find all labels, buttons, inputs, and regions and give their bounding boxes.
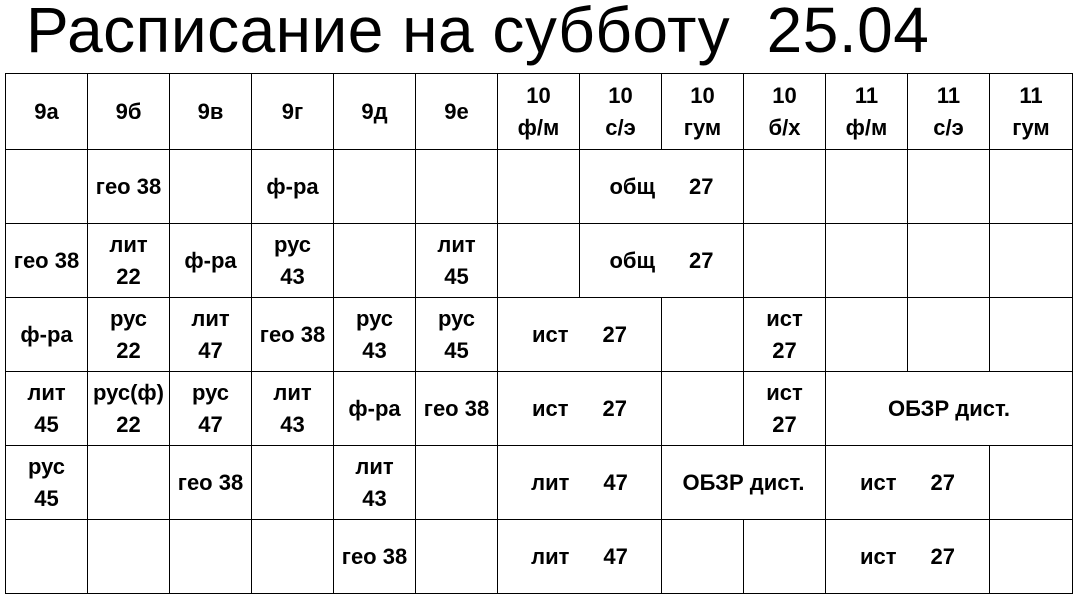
lesson-cell	[826, 298, 908, 372]
lesson-cell: лит 43	[252, 372, 334, 446]
lesson-cell: рус 43	[334, 298, 416, 372]
lesson-cell	[498, 150, 580, 224]
header-cell: 9г	[252, 74, 334, 150]
header-cell: 11 с/э	[908, 74, 990, 150]
table-row	[6, 520, 1073, 594]
header-cell: 9е	[416, 74, 498, 150]
lesson-cell	[170, 150, 252, 224]
lesson-cell	[88, 446, 170, 520]
lesson-cell: гео 38	[252, 298, 334, 372]
lesson-cell: ф-ра	[252, 150, 334, 224]
table-row	[6, 224, 1073, 298]
header-cell: 9б	[88, 74, 170, 150]
lesson-cell: ОБЗР дист.	[662, 446, 826, 520]
lesson-cell	[252, 446, 334, 520]
lesson-cell	[908, 224, 990, 298]
lesson-cell	[334, 150, 416, 224]
header-cell: 10 гум	[662, 74, 744, 150]
table-row	[6, 298, 1073, 372]
schedule-table	[5, 73, 1073, 594]
lesson-cell	[744, 224, 826, 298]
lesson-cell	[744, 150, 826, 224]
header-cell: 10 ф/м	[498, 74, 580, 150]
header-cell: 10 б/х	[744, 74, 826, 150]
header-cell: 9а	[6, 74, 88, 150]
table-row	[6, 446, 1073, 520]
lesson-cell: гео 38	[416, 372, 498, 446]
header-cell: 11 гум	[990, 74, 1073, 150]
lesson-cell: рус 22	[88, 298, 170, 372]
lesson-cell: гео 38	[170, 446, 252, 520]
lesson-cell	[6, 150, 88, 224]
header-cell: 9д	[334, 74, 416, 150]
lesson-cell: лит 45	[416, 224, 498, 298]
lesson-cell: общ 27	[580, 224, 744, 298]
table-row	[6, 372, 1073, 446]
lesson-cell	[990, 520, 1073, 594]
header-row	[6, 74, 1073, 150]
lesson-cell	[498, 224, 580, 298]
lesson-cell	[416, 446, 498, 520]
header-cell: 9в	[170, 74, 252, 150]
table-row	[6, 150, 1073, 224]
lesson-cell: ист 27	[826, 520, 990, 594]
lesson-cell: гео 38	[6, 224, 88, 298]
lesson-cell	[252, 520, 334, 594]
lesson-cell	[990, 150, 1073, 224]
lesson-cell	[908, 298, 990, 372]
header-cell: 10 с/э	[580, 74, 662, 150]
lesson-cell	[990, 298, 1073, 372]
lesson-cell: ф-ра	[334, 372, 416, 446]
lesson-cell	[6, 520, 88, 594]
lesson-cell	[416, 520, 498, 594]
lesson-cell: лит 47	[498, 446, 662, 520]
lesson-cell	[990, 224, 1073, 298]
lesson-cell	[416, 150, 498, 224]
lesson-cell	[908, 150, 990, 224]
lesson-cell: рус(ф) 22	[88, 372, 170, 446]
lesson-cell: ОБЗР дист.	[826, 372, 1073, 446]
lesson-cell: ист 27	[744, 372, 826, 446]
lesson-cell	[744, 520, 826, 594]
lesson-cell: рус 45	[416, 298, 498, 372]
lesson-cell: лит 47	[170, 298, 252, 372]
lesson-cell	[662, 520, 744, 594]
lesson-cell	[826, 150, 908, 224]
lesson-cell	[88, 520, 170, 594]
lesson-cell: рус 43	[252, 224, 334, 298]
lesson-cell: общ 27	[580, 150, 744, 224]
lesson-cell: лит 43	[334, 446, 416, 520]
lesson-cell: рус 47	[170, 372, 252, 446]
lesson-cell	[334, 224, 416, 298]
lesson-cell: гео 38	[334, 520, 416, 594]
lesson-cell: лит 22	[88, 224, 170, 298]
lesson-cell	[990, 446, 1073, 520]
page-title: Расписание на субботу 25.04	[26, 0, 930, 66]
lesson-cell	[826, 224, 908, 298]
lesson-cell	[662, 298, 744, 372]
lesson-cell	[662, 372, 744, 446]
header-cell: 11 ф/м	[826, 74, 908, 150]
lesson-cell: ист 27	[498, 298, 662, 372]
lesson-cell	[170, 520, 252, 594]
lesson-cell: ист 27	[744, 298, 826, 372]
lesson-cell: лит 47	[498, 520, 662, 594]
lesson-cell: лит 45	[6, 372, 88, 446]
lesson-cell: ф-ра	[6, 298, 88, 372]
lesson-cell: ист 27	[498, 372, 662, 446]
lesson-cell: гео 38	[88, 150, 170, 224]
lesson-cell: ф-ра	[170, 224, 252, 298]
lesson-cell: рус 45	[6, 446, 88, 520]
lesson-cell: ист 27	[826, 446, 990, 520]
